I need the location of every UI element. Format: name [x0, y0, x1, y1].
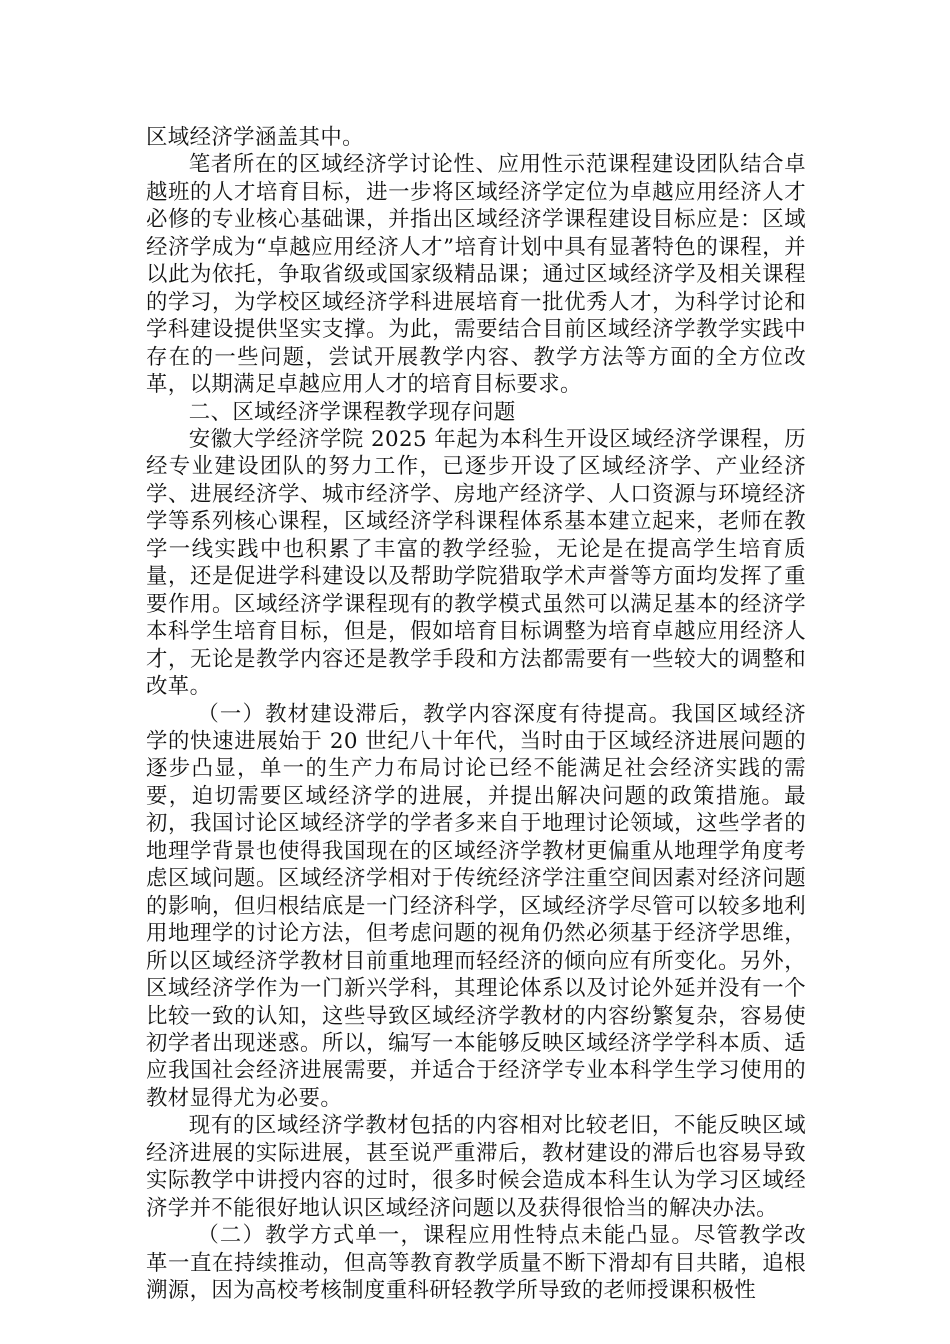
document-body	[146, 124, 806, 1304]
paragraph-textbook-outdated: 现有的区域经济学教材包括的内容相对比较老旧，不能反映区域经济进展的实际进展，甚至说严重滞后，教材建设的滞后也容易导致实际教学中讲授内容的过时，很多时候会造成本科生认为学习区域经济学并不能很好地认识区域经济问题以及获得很恰当的解决办法。	[146, 1113, 806, 1221]
paragraph-textbook-issue: （一）教材建设滞后，教学内容深度有待提高。我国区域经济学的快速进展始于 20 世纪八十年代，当时由于区域经济进展问题的逐步凸显，单一的生产力布局讨论已经不能满足社会经济实践的需要，迫切需要区域经济学的进展，并提出解决问题的政策措施。最初，我国讨论区域经济学的学者多来自于地理讨论领域，这些学者的地理学背景也使得我国现在的区域经济学教材更偏重从地理学角度考虑区域问题。区域经济学相对于传统经济学注重空间因素对经济问题的影响，但归根结底是一门经济科学，区域经济学尽管可以较多地利用地理学的讨论方法，但考虑问题的视角仍然必须基于经济学思维，所以区域经济学教材目前重地理而轻经济的倾向应有所变化。另外，区域经济学作为一门新兴学科，其理论体系以及讨论外延并没有一个比较一致的认知，这些导致区域经济学教材的内容纷繁复杂，容易使初学者出现迷惑。所以，编写一本能够反映区域经济学学科本质、适应我国社会经济进展需要，并适合于经济学专业本科学生学习使用的教材显得尤为必要。	[146, 701, 806, 1111]
paragraph-course-goal: 笔者所在的区域经济学讨论性、应用性示范课程建设团队结合卓越班的人才培育目标，进一步将区域经济学定位为卓越应用经济人才必修的专业核心基础课，并指出区域经济学课程建设目标应是：区域经济学成为“卓越应用经济人才”培育计划中具有显著特色的课程，并以此为依托，争取省级或国家级精品课；通过区域经济学及相关课程的学习，为学校区域经济学科进展培育一批优秀人才，为科学讨论和学科建设提供坚实支撑。为此，需要结合目前区域经济学教学实践中存在的一些问题，尝试开展教学内容、教学方法等方面的全方位改革，以期满足卓越应用人才的培育目标要求。	[146, 152, 806, 398]
section-heading: 二、区域经济学课程教学现存问题	[188, 399, 516, 425]
paragraph-course-history: 安徽大学经济学院 2025 年起为本科生开设区域经济学课程，历经专业建设团队的努力工作，已逐步开设了区域经济学、产业经济学、进展经济学、城市经济学、房地产经济学、人口资源与环境经济学等系列核心课程，区域经济学科课程体系基本建立起来，老师在教学一线实践中也积累了丰富的教学经验，无论是在提高学生培育质量，还是促进学科建设以及帮助学院猎取学术声誉等方面均发挥了重要作用。区域经济学课程现有的教学模式虽然可以满足基本的经济学本科学生培育目标，但是，假如培育目标调整为培育卓越应用经济人才，无论是教学内容还是教学手段和方法都需要有一些较大的调整和改革。	[146, 426, 806, 700]
paragraph-teaching-method-issue: （二）教学方式单一，课程应用性特点未能凸显。尽管教学改革一直在持续推动，但高等教育教学质量不断下滑却有目共睹，追根溯源，因为高校考核制度重科研轻教学所导致的老师授课积极性	[146, 1223, 806, 1304]
paragraph-continuation: 区域经济学涵盖其中。	[146, 125, 364, 150]
